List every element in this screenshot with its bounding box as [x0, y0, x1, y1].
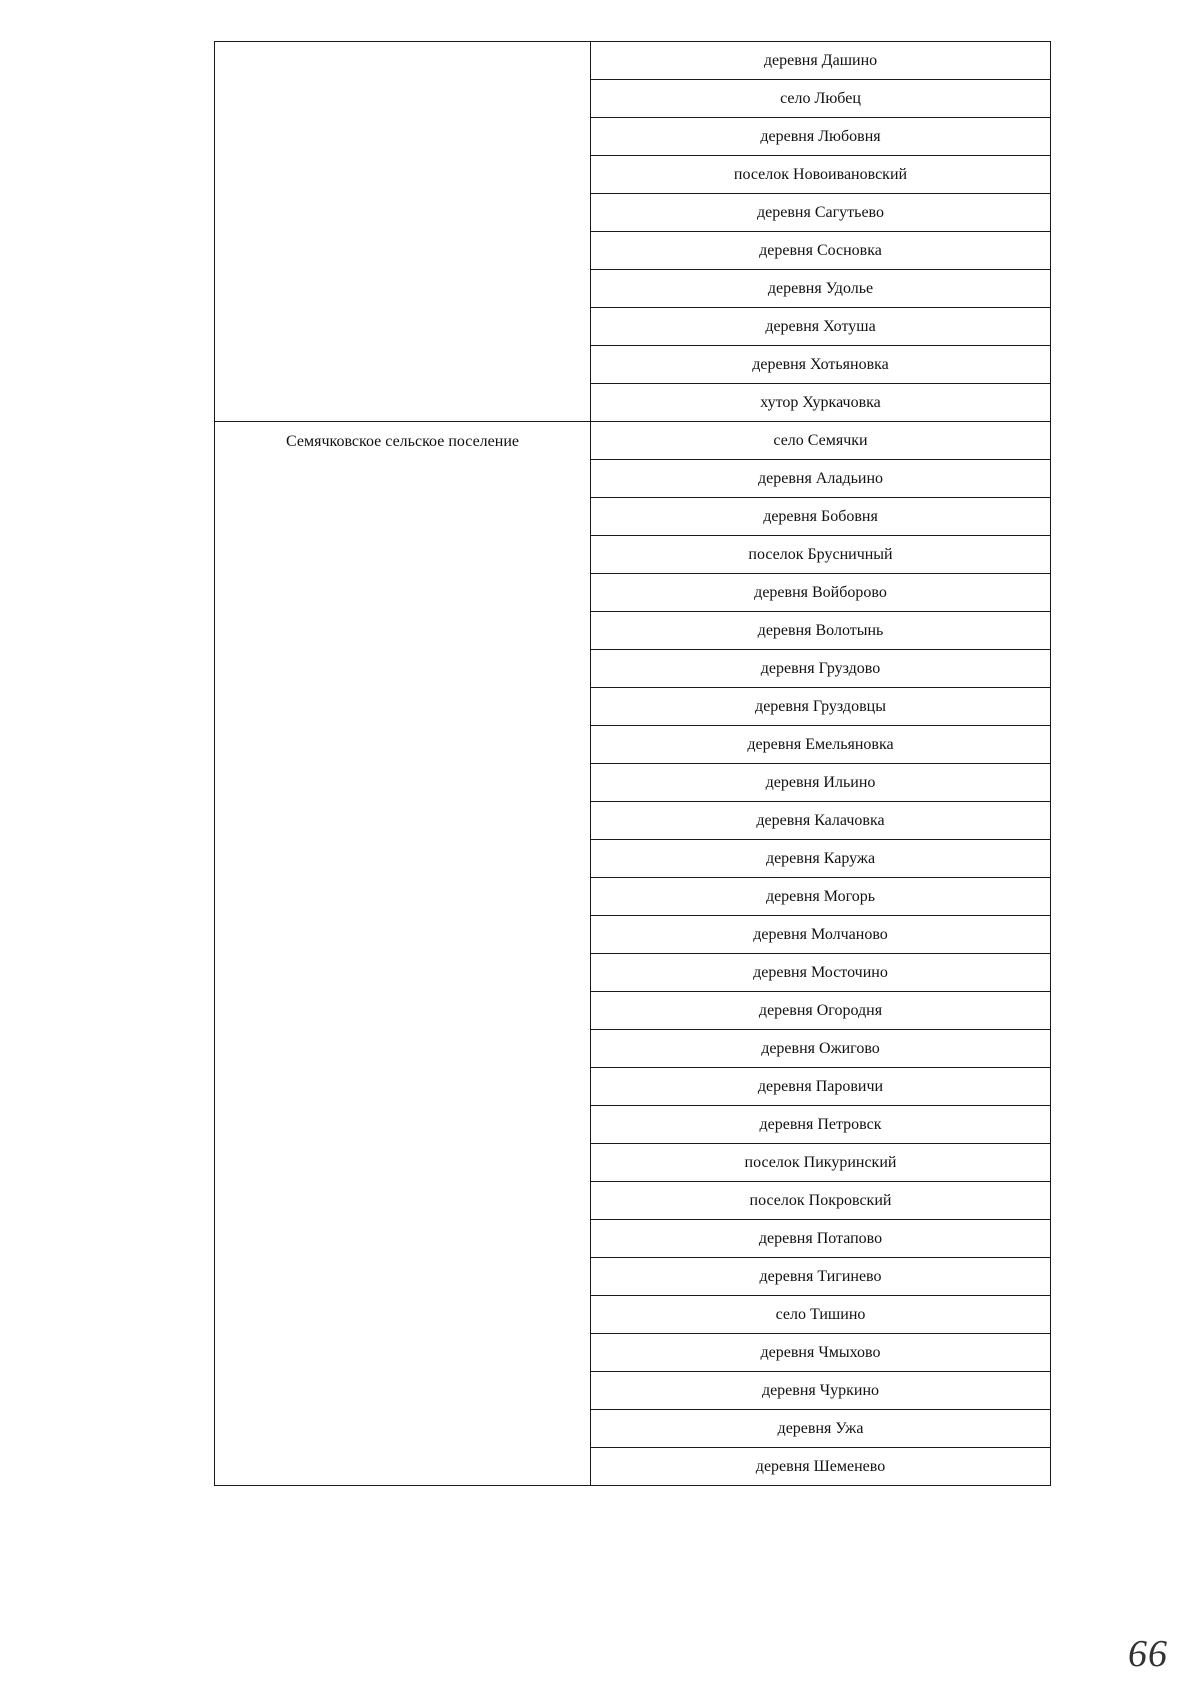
place-name-cell: поселок Покровский: [591, 1182, 1051, 1220]
place-name-cell: деревня Груздовцы: [591, 688, 1051, 726]
place-name-cell: деревня Ожигово: [591, 1030, 1051, 1068]
place-name-cell: деревня Потапово: [591, 1220, 1051, 1258]
place-name-cell: деревня Войборово: [591, 574, 1051, 612]
place-name-cell: деревня Тигинево: [591, 1258, 1051, 1296]
place-name-cell: деревня Огородня: [591, 992, 1051, 1030]
place-name-cell: деревня Ильино: [591, 764, 1051, 802]
settlements-table: [214, 41, 1051, 1486]
place-name-cell: деревня Шеменево: [591, 1448, 1051, 1486]
place-name-cell: деревня Могорь: [591, 878, 1051, 916]
place-name-cell: деревня Сосновка: [591, 232, 1051, 270]
place-name-cell: деревня Чуркино: [591, 1372, 1051, 1410]
place-name-cell: деревня Бобовня: [591, 498, 1051, 536]
place-name-cell: деревня Хотьяновка: [591, 346, 1051, 384]
place-name-cell: село Семячки: [591, 422, 1051, 460]
place-name-cell: хутор Хуркачовка: [591, 384, 1051, 422]
settlement-cell: [215, 42, 591, 422]
place-name-cell: деревня Мосточино: [591, 954, 1051, 992]
place-name-cell: деревня Молчаново: [591, 916, 1051, 954]
settlement-cell: [215, 422, 591, 1486]
place-name-cell: деревня Ужа: [591, 1410, 1051, 1448]
place-name-cell: деревня Калачовка: [591, 802, 1051, 840]
place-name-cell: поселок Новоивановский: [591, 156, 1051, 194]
place-name-cell: деревня Сагутьево: [591, 194, 1051, 232]
settlement-name: [215, 42, 590, 52]
place-name-cell: деревня Удолье: [591, 270, 1051, 308]
place-name-cell: деревня Петровск: [591, 1106, 1051, 1144]
place-name-cell: село Тишино: [591, 1296, 1051, 1334]
place-name-cell: село Любец: [591, 80, 1051, 118]
place-name-cell: поселок Пикуринский: [591, 1144, 1051, 1182]
place-name-cell: деревня Дашино: [591, 42, 1051, 80]
settlements-table-body: [215, 42, 1051, 1486]
settlement-name: Семячковское сельское поселение: [286, 433, 519, 450]
page-number: 66: [1128, 1633, 1168, 1675]
place-name-cell: деревня Аладьино: [591, 460, 1051, 498]
place-name-cell: деревня Волотынь: [591, 612, 1051, 650]
place-name-cell: деревня Паровичи: [591, 1068, 1051, 1106]
place-name-cell: поселок Брусничный: [591, 536, 1051, 574]
place-name-cell: деревня Емельяновка: [591, 726, 1051, 764]
place-name-cell: деревня Каружа: [591, 840, 1051, 878]
table-row: [215, 42, 1051, 80]
place-name-cell: деревня Груздово: [591, 650, 1051, 688]
table-row: [215, 422, 1051, 460]
place-name-cell: деревня Любовня: [591, 118, 1051, 156]
place-name-cell: деревня Хотуша: [591, 308, 1051, 346]
place-name-cell: деревня Чмыхово: [591, 1334, 1051, 1372]
